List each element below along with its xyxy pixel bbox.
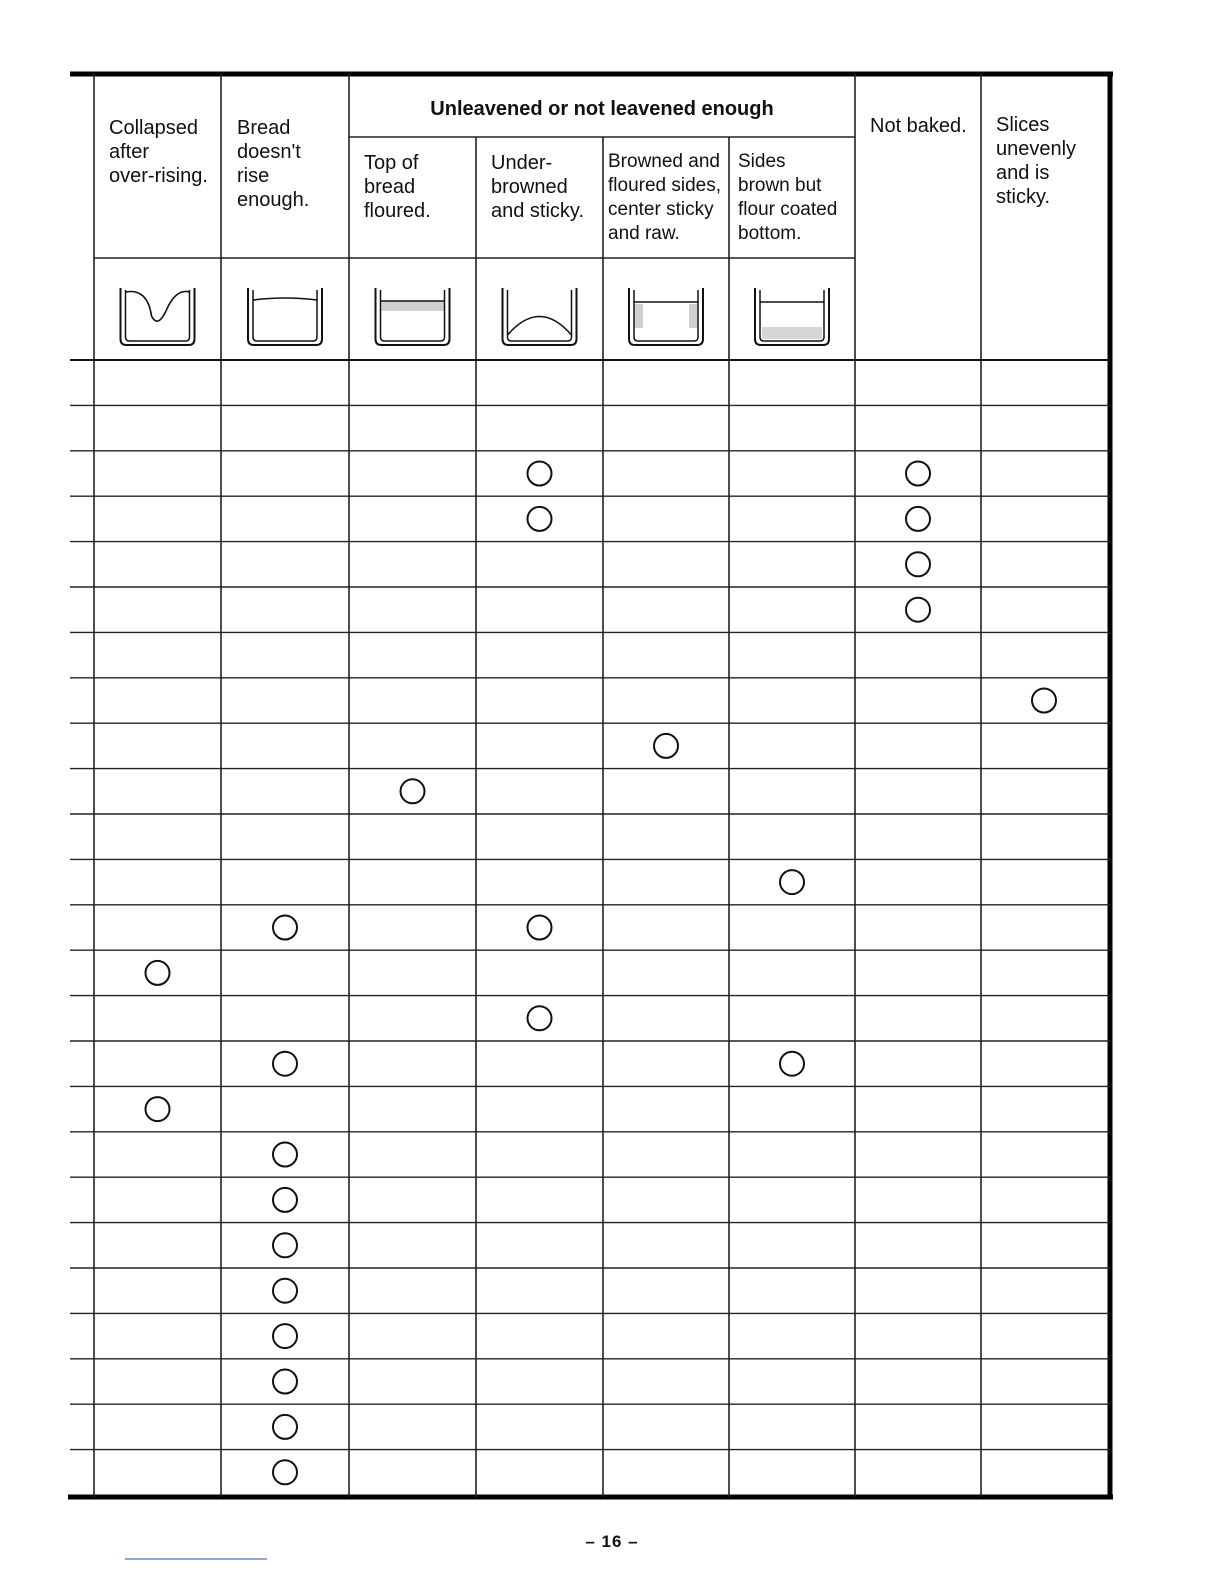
col-header-not-baked: Not baked.: [870, 115, 967, 137]
mark-circle-no-rise: [273, 1415, 297, 1439]
mark-circle-no-rise: [273, 1279, 297, 1303]
page-number: – 16 –: [585, 1532, 639, 1551]
mark-circle-underbrowned: [528, 462, 552, 486]
mark-circle-sides-brown: [780, 1052, 804, 1076]
mark-circle-sides-brown: [780, 870, 804, 894]
pan-underbrowned-icon: [503, 288, 577, 345]
mark-circle-no-rise: [273, 1370, 297, 1394]
mark-circle-no-rise: [273, 1460, 297, 1484]
col-header-no-rise: Bread doesn't rise enough.: [237, 117, 310, 211]
mark-circle-no-rise: [273, 1143, 297, 1167]
mark-circle-collapsed: [146, 1097, 170, 1121]
mark-circle-browned-floured: [654, 734, 678, 758]
mark-circle-top-floured: [401, 779, 425, 803]
mark-circle-no-rise: [273, 1188, 297, 1212]
mark-circle-no-rise: [273, 1324, 297, 1348]
col-header-sides-brown: Sides brown but flour coated bottom.: [738, 151, 838, 244]
footer-rule: [125, 1558, 267, 1560]
col-header-collapsed: Collapsed after over-rising.: [109, 117, 208, 187]
pan-floured-sides-icon: [629, 288, 703, 345]
pan-flour-bottom-icon: [755, 288, 829, 345]
col-header-underbrowned: Under- browned and sticky.: [491, 152, 584, 222]
mark-circle-not-baked: [906, 507, 930, 531]
mark-circle-underbrowned: [528, 1006, 552, 1030]
mark-circle-underbrowned: [528, 916, 552, 940]
group-header-unleavened: Unleavened or not leavened enough: [430, 98, 774, 120]
mark-circle-not-baked: [906, 552, 930, 576]
col-header-browned-floured: Browned and floured sides, center sticky and raw.: [608, 151, 722, 244]
mark-circle-no-rise: [273, 916, 297, 940]
col-header-slices-uneven: Slices unevenly and is sticky.: [996, 114, 1077, 208]
mark-circle-collapsed: [146, 961, 170, 985]
mark-circle-slices-uneven: [1032, 689, 1056, 713]
mark-circle-no-rise: [273, 1233, 297, 1257]
mark-circle-not-baked: [906, 598, 930, 622]
mark-circle-underbrowned: [528, 507, 552, 531]
pan-floured-top-icon: [376, 288, 450, 345]
mark-circle-no-rise: [273, 1052, 297, 1076]
col-header-top-floured: Top of bread floured.: [364, 152, 431, 222]
pan-low-loaf-icon: [248, 288, 322, 345]
mark-circle-not-baked: [906, 462, 930, 486]
pan-collapsed-icon: [121, 288, 195, 345]
